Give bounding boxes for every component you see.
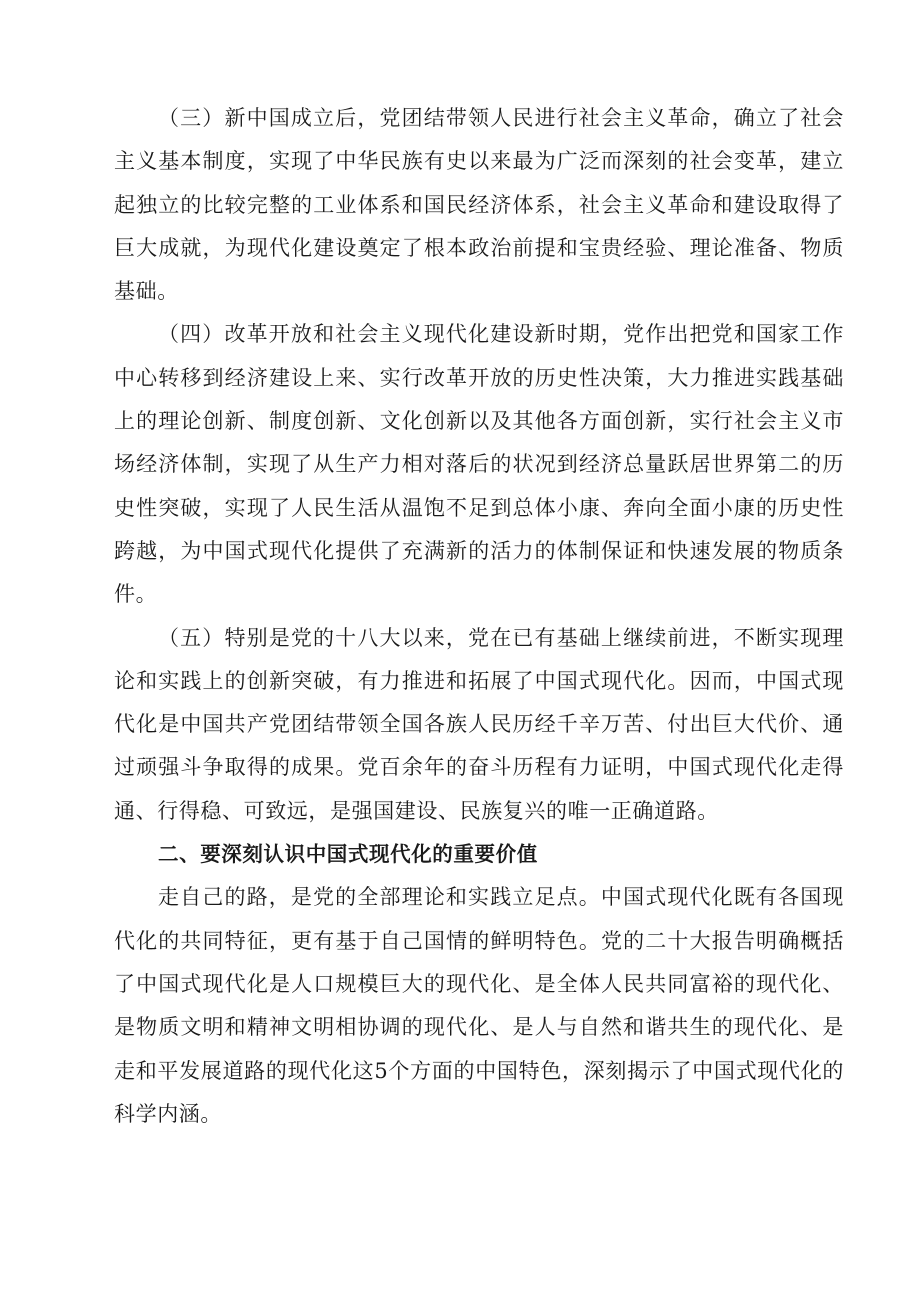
paragraph-3: （三）新中国成立后，党团结带领人民进行社会主义革命，确立了社会主义基本制度，实现了中华民族有史以来最为广泛而深刻的社会变革，建立起独立的比较完整的工业体系和国民经济体系，社会主义革命和建设取得了巨大成就，为现代化建设奠定了根本政治前提和宝贵经验、理论准备、物质基础。: [114, 106, 844, 304]
closing-paragraph: 走自己的路，是党的全部理论和实践立足点。中国式现代化既有各国现代化的共同特征，更有基于自己国情的鲜明特色。党的二十大报告明确概括了中国式现代化是人口规模巨大的现代化、是全体人民共同富裕的现代化、是物质文明和精神文明相协调的现代化、是人与自然和谐共生的现代化、是走和平发展道路的现代化这5个方面的中国特色，深刻揭示了中国式现代化的科学内涵。: [114, 885, 844, 1126]
document-body: [114, 97, 844, 1136]
section-heading: 二、要深刻认识中国式现代化的重要价值: [158, 842, 538, 867]
paragraph-4: （四）改革开放和社会主义现代化建设新时期，党作出把党和国家工作中心转移到经济建设上来、实行改革开放的历史性决策，大力推进实践基础上的理论创新、制度创新、文化创新以及其他各方面创新，实行社会主义市场经济体制，实现了从生产力相对落后的状况到经济总量跃居世界第二的历史性突破，实现了人民生活从温饱不足到总体小康、奔向全面小康的历史性跨越，为中国式现代化提供了充满新的活力的体制保证和快速发展的物质条件。: [114, 322, 844, 607]
paragraph-5: （五）特别是党的十八大以来，党在已有基础上继续前进，不断实现理论和实践上的创新突破，有力推进和拓展了中国式现代化。因而，中国式现代化是中国共产党团结带领全国各族人民历经千辛万苦、付出巨大代价、通过顽强斗争取得的成果。党百余年的奋斗历程有力证明，中国式现代化走得通、行得稳、可致远，是强国建设、民族复兴的唯一正确道路。: [114, 625, 844, 823]
